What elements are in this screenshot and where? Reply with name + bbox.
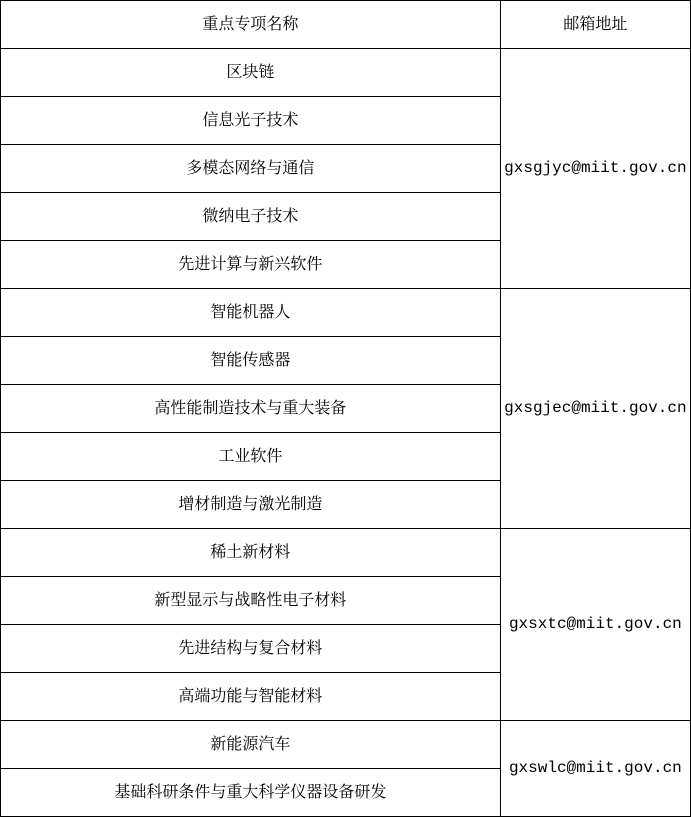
program-name-label: 高性能制造技术与重大装备: [154, 399, 347, 417]
program-name-cell: [1, 289, 501, 337]
email-cell: [500, 721, 690, 817]
program-name-label: 基础科研条件与重大科学仪器设备研发: [114, 783, 387, 801]
program-name-cell: [1, 721, 501, 769]
program-name-cell: [1, 577, 501, 625]
table-row: [1, 49, 691, 97]
table-row: [1, 529, 691, 577]
program-name-label: 微纳电子技术: [202, 207, 299, 225]
program-name-cell: [1, 337, 501, 385]
program-name-cell: [1, 769, 501, 817]
email-label: gxswlc@miit.gov.cn: [508, 758, 682, 777]
email-label: gxsxtc@miit.gov.cn: [508, 614, 682, 633]
program-name-label: 智能传感器: [210, 351, 291, 369]
program-name-cell: [1, 481, 501, 529]
program-name-cell: [1, 97, 501, 145]
program-name-label: 智能机器人: [210, 303, 291, 321]
header-cell-program-name: [1, 1, 501, 49]
program-name-label: 新型显示与战略性电子材料: [154, 591, 347, 609]
table-body: [1, 1, 691, 817]
email-cell: [500, 529, 690, 721]
header-label-email: 邮箱地址: [563, 15, 628, 33]
program-name-label: 多模态网络与通信: [186, 159, 315, 177]
header-cell-email: [500, 1, 690, 49]
email-label: gxsgjyc@miit.gov.cn: [504, 158, 687, 177]
email-cell: [500, 289, 690, 529]
program-name-label: 工业软件: [218, 447, 283, 465]
program-name-cell: [1, 49, 501, 97]
program-name-cell: [1, 145, 501, 193]
program-name-label: 区块链: [226, 63, 275, 81]
email-cell: [500, 49, 690, 289]
program-name-cell: [1, 673, 501, 721]
program-name-label: 信息光子技术: [202, 111, 299, 129]
table-row: [1, 289, 691, 337]
table-row: [1, 721, 691, 769]
program-name-cell: [1, 433, 501, 481]
program-name-cell: [1, 241, 501, 289]
program-name-cell: [1, 625, 501, 673]
program-name-label: 增材制造与激光制造: [178, 495, 323, 513]
header-label-program-name: 重点专项名称: [202, 15, 299, 33]
program-name-label: 高端功能与智能材料: [178, 687, 323, 705]
program-name-label: 新能源汽车: [210, 735, 291, 753]
program-name-cell: [1, 529, 501, 577]
table-header-row: [1, 1, 691, 49]
program-name-cell: [1, 193, 501, 241]
program-name-label: 先进计算与新兴软件: [178, 255, 323, 273]
email-label: gxsgjec@miit.gov.cn: [504, 398, 687, 417]
program-name-label: 先进结构与复合材料: [178, 639, 323, 657]
program-name-label: 稀土新材料: [210, 543, 291, 561]
program-name-cell: [1, 385, 501, 433]
